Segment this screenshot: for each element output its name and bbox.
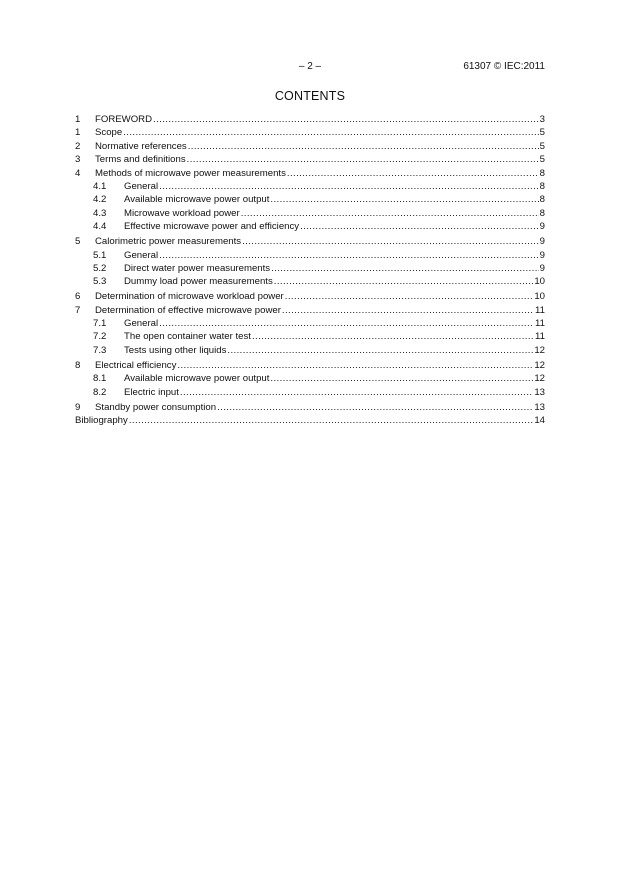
toc-entry[interactable] <box>75 401 545 414</box>
toc-entry-number: 7 <box>75 304 81 316</box>
toc-entry-page: 13 <box>534 401 545 413</box>
table-of-contents <box>75 113 545 427</box>
dot-leader <box>227 344 533 357</box>
dot-leader <box>159 249 539 262</box>
toc-entry-label: Direct water power measurements <box>124 262 271 274</box>
toc-entry-page: 14 <box>534 414 545 426</box>
dot-leader <box>159 317 534 330</box>
toc-entry[interactable] <box>75 167 545 180</box>
toc-entry[interactable] <box>75 180 545 193</box>
toc-entry-label: General <box>124 249 159 261</box>
toc-entry[interactable] <box>75 304 545 317</box>
toc-entry[interactable] <box>75 220 545 233</box>
toc-entry[interactable] <box>75 386 545 399</box>
dot-leader <box>271 262 539 275</box>
toc-entry-number: 1 <box>75 127 81 139</box>
toc-entry-number: 9 <box>75 401 81 413</box>
toc-entry-page: 5 <box>539 140 545 152</box>
toc-entry-number: 6 <box>75 291 81 303</box>
toc-entry-page: 9 <box>539 236 545 248</box>
toc-entry-page: 11 <box>535 318 545 330</box>
toc-entry-number: 5.1 <box>93 249 107 261</box>
toc-entry-page: 11 <box>535 304 545 316</box>
toc-entry-number: 4.1 <box>93 180 107 192</box>
toc-entry-page: 9 <box>539 221 545 233</box>
toc-entry-label: Available microwave power output <box>124 194 270 206</box>
toc-entry-page: 12 <box>534 344 545 356</box>
toc-entry[interactable] <box>75 372 545 385</box>
toc-entry-number: 1 <box>75 114 81 125</box>
toc-entry-label: Available microwave power output <box>124 373 270 385</box>
toc-entry-label: Determination of microwave workload power <box>95 291 284 303</box>
dot-leader <box>241 207 539 220</box>
dot-leader <box>217 401 533 414</box>
toc-entry-page: 8 <box>539 180 545 192</box>
dot-leader <box>285 290 534 303</box>
dot-leader <box>180 386 533 399</box>
toc-entry[interactable] <box>75 126 545 139</box>
toc-entry-page: 11 <box>535 331 545 343</box>
toc-entry-number: 7.3 <box>93 344 107 356</box>
toc-entry[interactable] <box>75 140 545 153</box>
toc-entry[interactable] <box>75 249 545 262</box>
toc-entry-label: Calorimetric power measurements <box>95 236 242 248</box>
toc-entry-label: General <box>124 180 159 192</box>
dot-leader <box>153 113 539 126</box>
toc-entry[interactable] <box>75 262 545 275</box>
toc-entry-number: 4 <box>75 167 81 179</box>
toc-entry-page: 12 <box>534 373 545 385</box>
toc-entry-number: 8.1 <box>93 373 107 385</box>
toc-entry-label: Scope <box>95 127 123 139</box>
toc-entry-label: Determination of effective microwave power <box>95 304 281 316</box>
toc-entry-label: Standby power consumption <box>95 401 217 413</box>
toc-entry-label: FOREWORD <box>95 114 153 125</box>
toc-entry-page: 9 <box>539 262 545 274</box>
dot-leader <box>282 304 534 317</box>
dot-leader <box>159 180 539 193</box>
toc-entry-label: Effective microwave power and efficiency <box>124 221 300 233</box>
toc-entry[interactable] <box>75 290 545 303</box>
toc-entry[interactable] <box>75 113 545 126</box>
toc-entry-page: 9 <box>539 249 545 261</box>
toc-entry-page: 10 <box>534 291 545 303</box>
dot-leader <box>300 220 539 233</box>
toc-entry-label: Methods of microwave power measurements <box>95 167 286 179</box>
toc-entry-label: The open container water test <box>124 331 251 343</box>
dot-leader <box>252 330 534 343</box>
dot-leader <box>287 167 539 180</box>
dot-leader <box>274 275 534 288</box>
page-number: – 2 – <box>298 61 322 72</box>
dot-leader <box>177 359 533 372</box>
toc-entry[interactable] <box>75 193 545 206</box>
toc-entry[interactable] <box>75 235 545 248</box>
dot-leader <box>270 372 533 385</box>
toc-entry-page: 5 <box>539 154 545 166</box>
dot-leader <box>187 153 539 166</box>
dot-leader <box>242 235 539 248</box>
toc-entry-number: 7.2 <box>93 331 107 343</box>
toc-entry[interactable] <box>75 344 545 357</box>
toc-entry-page: 13 <box>534 386 545 398</box>
toc-entry-page: 3 <box>539 114 545 125</box>
toc-entry-page: 8 <box>539 167 545 179</box>
toc-entry-label: Dummy load power measurements <box>124 276 273 288</box>
toc-entry[interactable] <box>75 330 545 343</box>
toc-entry-number: 8.2 <box>93 386 107 398</box>
toc-entry-page: 12 <box>534 359 545 371</box>
toc-entry-page: 8 <box>539 207 545 219</box>
toc-entry-number: 5 <box>75 236 81 248</box>
toc-entry-number: 4.2 <box>93 194 107 206</box>
toc-entry[interactable] <box>75 207 545 220</box>
toc-entry-label: Bibliography <box>75 414 128 426</box>
toc-entry[interactable] <box>75 317 545 330</box>
toc-entry-label: Normative references <box>95 140 187 152</box>
dot-leader <box>129 414 534 427</box>
toc-entry[interactable] <box>75 359 545 372</box>
document-reference: 61307 © IEC:2011 <box>463 61 545 72</box>
toc-entry-label: General <box>124 318 159 330</box>
toc-entry-number: 3 <box>75 154 81 166</box>
toc-entry[interactable] <box>75 275 545 288</box>
toc-entry-page: 8 <box>539 194 545 206</box>
toc-entry-number: 4.4 <box>93 221 107 233</box>
toc-entry-number: 8 <box>75 359 81 371</box>
toc-entry-page: 10 <box>534 276 545 288</box>
toc-entry-label: Microwave workload power <box>124 207 240 219</box>
dot-leader <box>270 193 538 206</box>
toc-entry-label: Terms and definitions <box>95 154 186 166</box>
toc-entry-label: Tests using other liquids <box>124 344 227 356</box>
toc-entry-label: Electric input <box>124 386 179 398</box>
toc-entry-number: 2 <box>75 140 81 152</box>
toc-entry-number: 7.1 <box>93 318 107 330</box>
toc-entry[interactable] <box>75 414 545 427</box>
toc-entry-number: 4.3 <box>93 207 107 219</box>
contents-title: CONTENTS <box>274 89 346 103</box>
toc-entry-page: 5 <box>539 127 545 139</box>
toc-entry-number: 5.3 <box>93 276 107 288</box>
dot-leader <box>188 140 539 153</box>
toc-entry-number: 5.2 <box>93 262 107 274</box>
dot-leader <box>123 126 538 139</box>
toc-entry-label: Electrical efficiency <box>95 359 177 371</box>
toc-entry[interactable] <box>75 153 545 166</box>
